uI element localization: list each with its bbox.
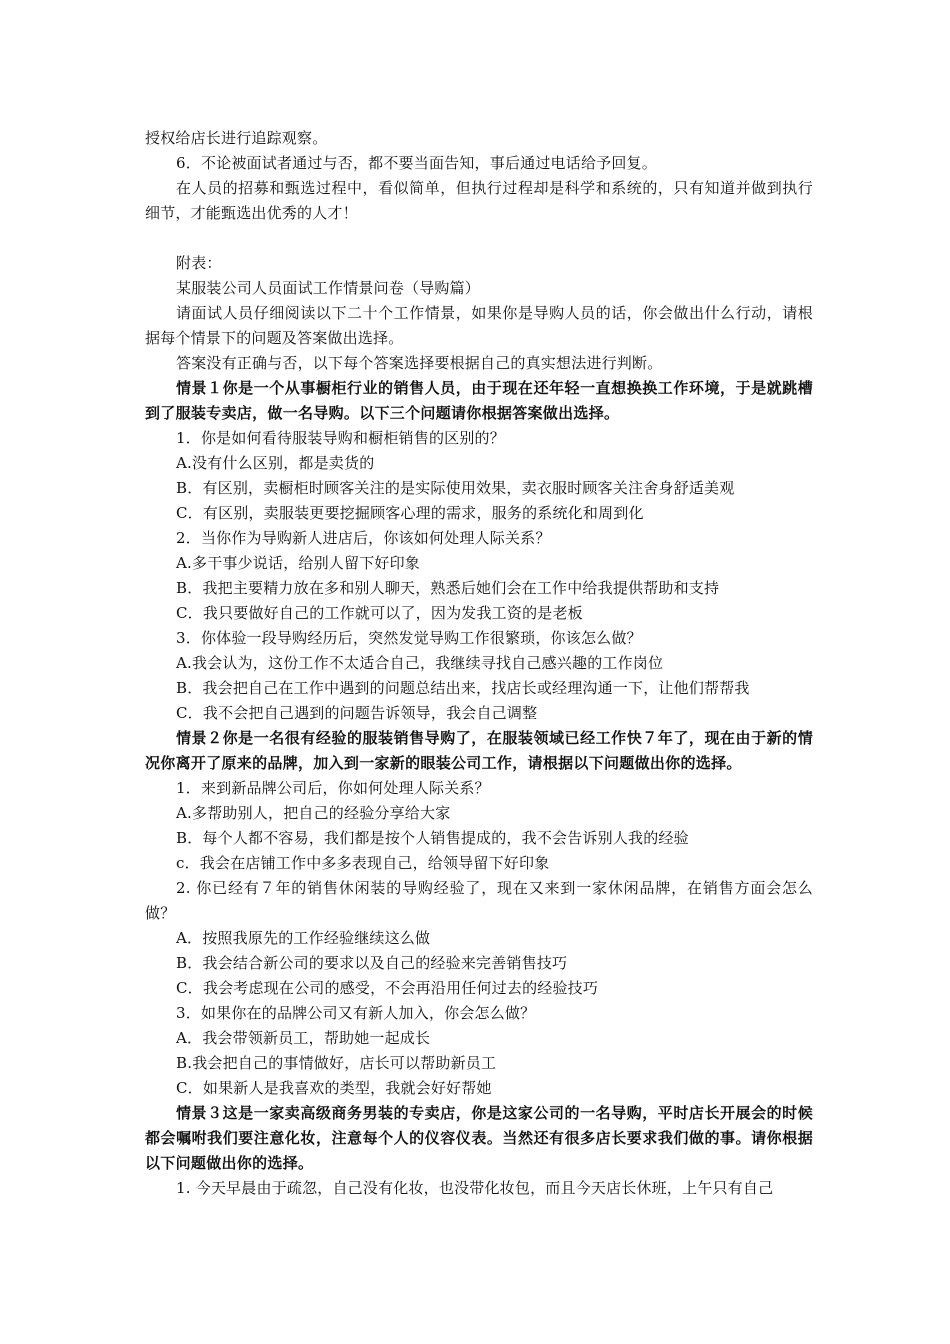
answer-option: B．我会把自己在工作中遇到的问题总结出来，找店长或经理沟通一下，让他们帮帮我 bbox=[176, 679, 750, 697]
paragraph-item-6: 6．不论被面试者通过与否，都不要当面告知，事后通过电话给予回复。 bbox=[176, 154, 657, 172]
scenario-2-heading: 情景２你是一名很有经验的服装销售导购了，在服装领域已经工作快７年了，现在由于新的情况你离开了原来的品牌，加入到一家新的眼装公司工作，请根据以下问题做出你的选择。 bbox=[145, 729, 813, 772]
appendix-label: 附表： bbox=[176, 254, 222, 272]
question: 2. 你已经有７年的销售休闲装的导购经验了，现在又来到一家休闲品牌，在销售方面会怎么做？ bbox=[145, 879, 813, 922]
answer-option: A.多帮助别人，把自己的经验分享给大家 bbox=[176, 804, 451, 822]
question: 3．你体验一段导购经历后，突然发觉导购工作很繁琐，你该怎么做？ bbox=[176, 629, 642, 647]
scenario-3-heading: 情景３这是一家卖高级商务男装的专卖店，你是这家公司的一名导购，平时店长开展会的时候都会嘱咐我们要注意化妆，注意每个人的仪容仪表。当然还有很多店长要求我们做的事。请你根据以下问题做出你的选择。 bbox=[145, 1104, 813, 1172]
paragraph-continuation: 授权给店长进行追踪观察。 bbox=[145, 129, 328, 147]
question: 1．来到新品牌公司后，你如何处理人际关系？ bbox=[176, 779, 490, 797]
instructions-note: 答案没有正确与否，以下每个答案选择要根据自己的真实想法进行判断。 bbox=[176, 354, 663, 372]
answer-option: A．按照我原先的工作经验继续这么做 bbox=[176, 929, 431, 947]
answer-option: c．我会在店铺工作中多多表现自己，给领导留下好印象 bbox=[176, 854, 550, 872]
answer-option: C．如果新人是我喜欢的类型，我就会好好帮她 bbox=[176, 1079, 492, 1097]
paragraph-summary: 在人员的招募和甄选过程中，看似简单，但执行过程却是科学和系统的，只有知道并做到执行细节，才能甄选出优秀的人才！ bbox=[145, 179, 813, 222]
question: 1. 今天早晨由于疏忽，自己没有化妆，也没带化妆包，而且今天店长休班，上午只有自己 bbox=[176, 1179, 774, 1197]
answer-option: B．每个人都不容易，我们都是按个人销售提成的，我不会告诉别人我的经验 bbox=[176, 829, 689, 847]
answer-option: C．我不会把自己遇到的问题告诉领导，我会自己调整 bbox=[176, 704, 538, 722]
answer-option: C．我只要做好自己的工作就可以了，因为发我工资的是老板 bbox=[176, 604, 583, 622]
answer-option: B.我会把自己的事情做好，店长可以帮助新员工 bbox=[176, 1054, 497, 1072]
answer-option: A.没有什么区别，都是卖货的 bbox=[176, 454, 375, 472]
answer-option: B．我把主要精力放在多和别人聊天，熟悉后她们会在工作中给我提供帮助和支持 bbox=[176, 579, 720, 597]
blank-line bbox=[145, 226, 813, 251]
answer-option: B．我会结合新公司的要求以及自己的经验来完善销售技巧 bbox=[176, 954, 568, 972]
document-body bbox=[145, 126, 813, 1201]
question: 1．你是如何看待服装导购和橱柜销售的区别的？ bbox=[176, 429, 505, 447]
answer-option: A．我会带领新员工，帮助她一起成长 bbox=[176, 1029, 431, 1047]
scenario-1-heading: 情景１你是一个从事橱柜行业的销售人员，由于现在还年轻一直想换换工作环境，于是就跳槽到了服装专卖店，做一名导购。以下三个问题请你根据答案做出选择。 bbox=[145, 379, 813, 422]
question: 3．如果你在的品牌公司又有新人加入，你会怎么做？ bbox=[176, 1004, 536, 1022]
questionnaire-title: 某服装公司人员面试工作情景问卷（导购篇） bbox=[176, 279, 481, 297]
answer-option: A.我会认为，这份工作不太适合自己，我继续寻找自己感兴趣的工作岗位 bbox=[176, 654, 664, 672]
question: 2．当你作为导购新人进店后，你该如何处理人际关系？ bbox=[176, 529, 551, 547]
answer-option: C．有区别，卖服装更要挖掘顾客心理的需求，服务的系统化和周到化 bbox=[176, 504, 644, 522]
instructions: 请面试人员仔细阅读以下二十个工作情景，如果你是导购人员的话，你会做出什么行动，请根据每个情景下的问题及答案做出选择。 bbox=[145, 304, 813, 347]
answer-option: B．有区别，卖橱柜时顾客关注的是实际使用效果，卖衣服时顾客关注舍身舒适美观 bbox=[176, 479, 735, 497]
answer-option: A.多干事少说话，给别人留下好印象 bbox=[176, 554, 421, 572]
answer-option: C．我会考虑现在公司的感受，不会再沿用任何过去的经验技巧 bbox=[176, 979, 599, 997]
